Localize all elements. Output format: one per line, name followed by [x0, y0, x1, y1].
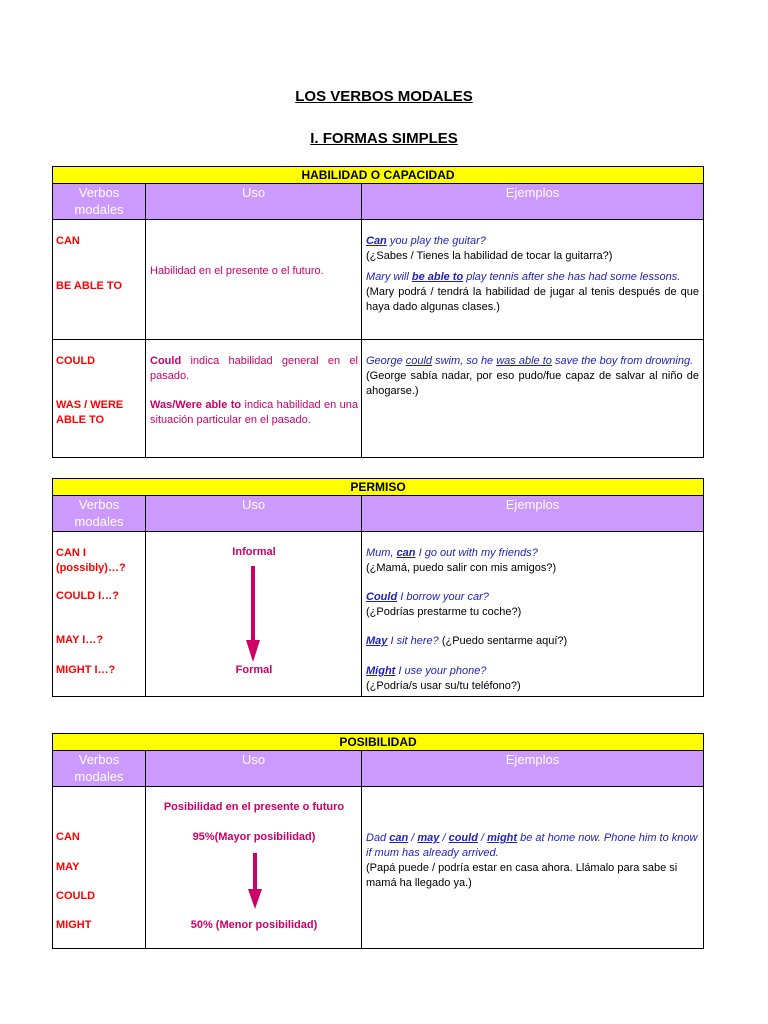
verb-might: MIGHT — [56, 919, 92, 931]
verb-could: COULD — [56, 355, 96, 367]
col-ejemplos: Ejemplos — [362, 184, 704, 220]
col-uso: Uso — [146, 751, 362, 787]
col-ejemplos: Ejemplos — [362, 496, 704, 532]
section-title: I. FORMAS SIMPLES — [310, 130, 458, 147]
label-informal: Informal — [232, 546, 276, 558]
down-arrow-icon — [248, 853, 262, 909]
modal-highlight: could — [405, 355, 433, 367]
example-block: Dad can / may / could / might be at home now. Phone him to know if mum has already arrived. (Papá puede / podría estar en casa ahora. Llámalo para sabe si mamá ha llegado ya.) — [366, 832, 698, 889]
verb-can: CAN — [56, 831, 80, 843]
verb-can: CAN — [56, 235, 80, 247]
posibilidad-table — [52, 733, 704, 949]
example-could: Could I borrow your car? (¿Podrías prestarme tu coche?) — [366, 591, 522, 618]
col-verbos: Verbos modales — [53, 751, 146, 787]
example-block: George could swim, so he was able to save the boy from drowning. (George sabía nadar, por eso pudo/fue capaz de salvar al niño de ahogarse.) — [366, 355, 700, 397]
page-title: LOS VERBOS MODALES — [295, 88, 473, 105]
translation: (¿Sabes / Tienes la habilidad de tocar la guitarra?) — [366, 250, 613, 262]
uso-posibilidad-title: Posibilidad en el presente o futuro — [163, 801, 345, 813]
translation: (Mary podrá / tendrá la habilidad de jugar al tenis después de que haya dado algunas clases.) — [366, 286, 700, 313]
verb-may: MAY — [56, 861, 80, 873]
col-uso: Uso — [146, 496, 362, 532]
uso-could: Could indica habilidad general en el pasado. — [150, 355, 358, 382]
verb-might-i: MIGHT I…? — [56, 664, 116, 676]
translation: (George sabía nadar, por eso pudo/fue capaz de salvar al niño de ahogarse.) — [366, 370, 700, 397]
uso-was-able: Was/Were able to indica habilidad en una situación particular en el pasado. — [150, 399, 358, 426]
modal-highlight: be able to — [411, 271, 464, 283]
verb-can-i: CAN I (possibly)…? — [56, 547, 126, 574]
verb-could-i: COULD I…? — [56, 590, 119, 602]
col-verbos: Verbos modales — [53, 184, 146, 220]
uso-habilidad: Habilidad en el presente o el futuro. — [150, 265, 324, 277]
label-formal: Formal — [235, 664, 273, 676]
modal-highlight: Can — [366, 235, 387, 247]
habilidad-table — [52, 166, 704, 458]
col-ejemplos: Ejemplos — [362, 751, 704, 787]
verb-be-able-to: BE ABLE TO — [56, 280, 123, 292]
label-95: 95%(Mayor posibilidad) — [192, 831, 316, 843]
verb-was-were-able-to: WAS / WERE ABLE TO — [56, 399, 124, 426]
example-can: Mum, can I go out with my friends? (¿Mamá, puedo salir con mis amigos?) — [366, 547, 557, 574]
down-arrow-icon — [246, 566, 260, 662]
col-uso: Uso — [146, 184, 362, 220]
col-verbos: Verbos modales — [53, 496, 146, 532]
permiso-table — [52, 478, 704, 697]
translation: (Papá puede / podría estar en casa ahora. Llámalo para sabe si mamá ha llegado ya.) — [366, 862, 678, 889]
verb-could: COULD — [56, 890, 96, 902]
modal-highlight: was able to — [496, 355, 552, 367]
permiso-header: PERMISO — [53, 479, 704, 496]
verb-may-i: MAY I…? — [56, 634, 104, 646]
posibilidad-header: POSIBILIDAD — [53, 734, 704, 751]
example-might: Might I use your phone? (¿Podría/s usar su/tu teléfono?) — [366, 665, 521, 692]
example-may: May I sit here? (¿Puedo sentarme aquí?) — [366, 635, 568, 647]
habilidad-header: HABILIDAD O CAPACIDAD — [53, 167, 704, 184]
example-block: Can you play the guitar? (¿Sabes / Tienes la habilidad de tocar la guitarra?) Mary will be able to play tennis after she has had some lessons. (Mary podrá / tendrá la habilidad de jugar al tenis después de que haya dado algunas clases.) — [366, 235, 700, 313]
label-50: 50% (Menor posibilidad) — [190, 919, 318, 931]
